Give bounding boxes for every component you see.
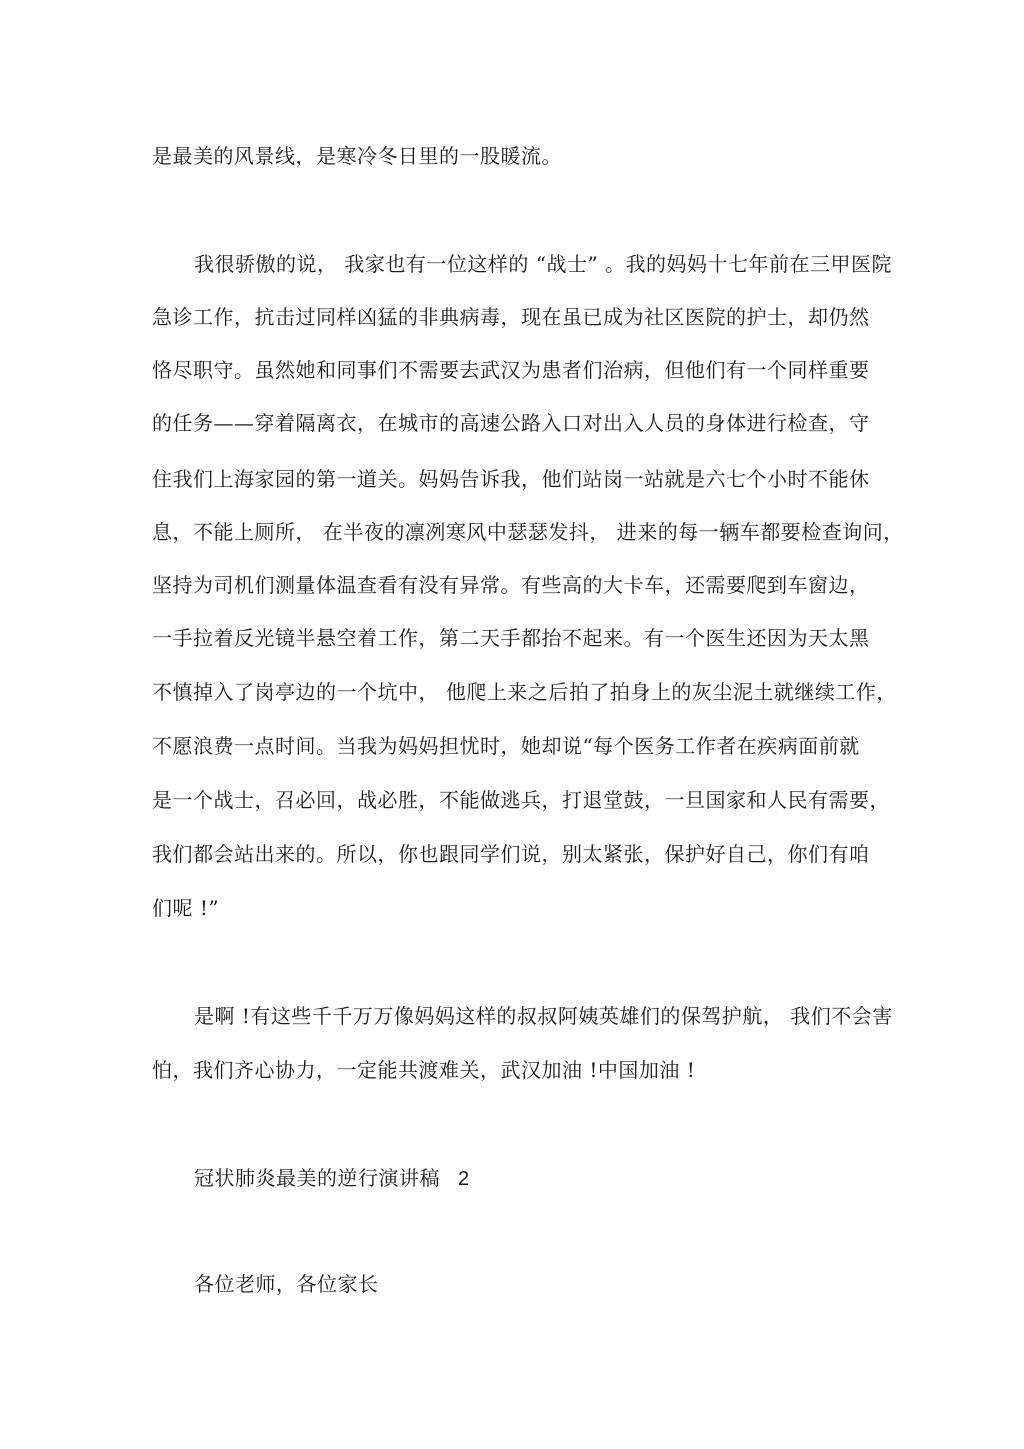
section-heading-number: 2 [458,1168,470,1190]
paragraph-2-line-8: 一手拉着反光镜半悬空着工作，第二天手都抬不起来。有一个医生还因为天太黑 [152,626,870,650]
paragraph-2-line-3: 恪尽职守。虽然她和同事们不需要去武汉为患者们治病，但他们有一个同样重要 [152,358,870,382]
salutation: 各位老师，各位家长 [194,1272,379,1296]
paragraph-2-line-4: 的任务——穿着隔离衣，在城市的高速公路入口对出入人员的身体进行检查，守 [152,411,870,435]
section-heading [194,1164,470,1193]
section-heading-text: 冠状肺炎最美的逆行演讲稿 [194,1166,440,1190]
paragraph-2-line-12: 我们都会站出来的。所以，你也跟同学们说，别太紧张，保护好自己，你们有咱 [152,842,870,866]
paragraph-2-line-10: 不愿浪费一点时间。当我为妈妈担忧时，她却说“每个医务工作者在疾病面前就 [152,734,860,758]
paragraph-2-line-1: 我很骄傲的说， 我家也有一位这样的 “战士” 。我的妈妈十七年前在三甲医院 [194,252,893,276]
paragraph-2-line-5: 住我们上海家园的第一道关。妈妈告诉我，他们站岗一站就是六七个小时不能休 [152,467,870,491]
paragraph-2-line-9: 不慎掉入了岗亭边的一个坑中， 他爬上来之后拍了拍身上的灰尘泥土就继续工作， [152,680,897,704]
paragraph-1-line-1: 是最美的风景线，是寒冷冬日里的一股暖流。 [152,144,562,168]
paragraph-2-line-2: 急诊工作，抗击过同样凶猛的非典病毒，现在虽已成为社区医院的护士，却仍然 [152,305,870,329]
paragraph-2-line-7: 坚持为司机们测量体温查看有没有异常。有些高的大卡车，还需要爬到车窗边， [152,573,870,597]
paragraph-3-line-1: 是啊 !有这些千千万万像妈妈这样的叔叔阿姨英雄们的保驾护航， 我们不会害 [194,1004,893,1028]
paragraph-2-line-11: 是一个战士，召必回，战必胜，不能做逃兵，打退堂鼓，一旦国家和人民有需要， [152,788,890,812]
paragraph-2-line-13: 们呢 !” [152,896,220,920]
paragraph-3-line-2: 怕，我们齐心协力，一定能共渡难关，武汉加油 !中国加油 ! [152,1058,696,1082]
paragraph-2-line-6: 息，不能上厕所， 在半夜的凛冽寒风中瑟瑟发抖， 进来的每一辆车都要检查询问， [152,520,904,544]
